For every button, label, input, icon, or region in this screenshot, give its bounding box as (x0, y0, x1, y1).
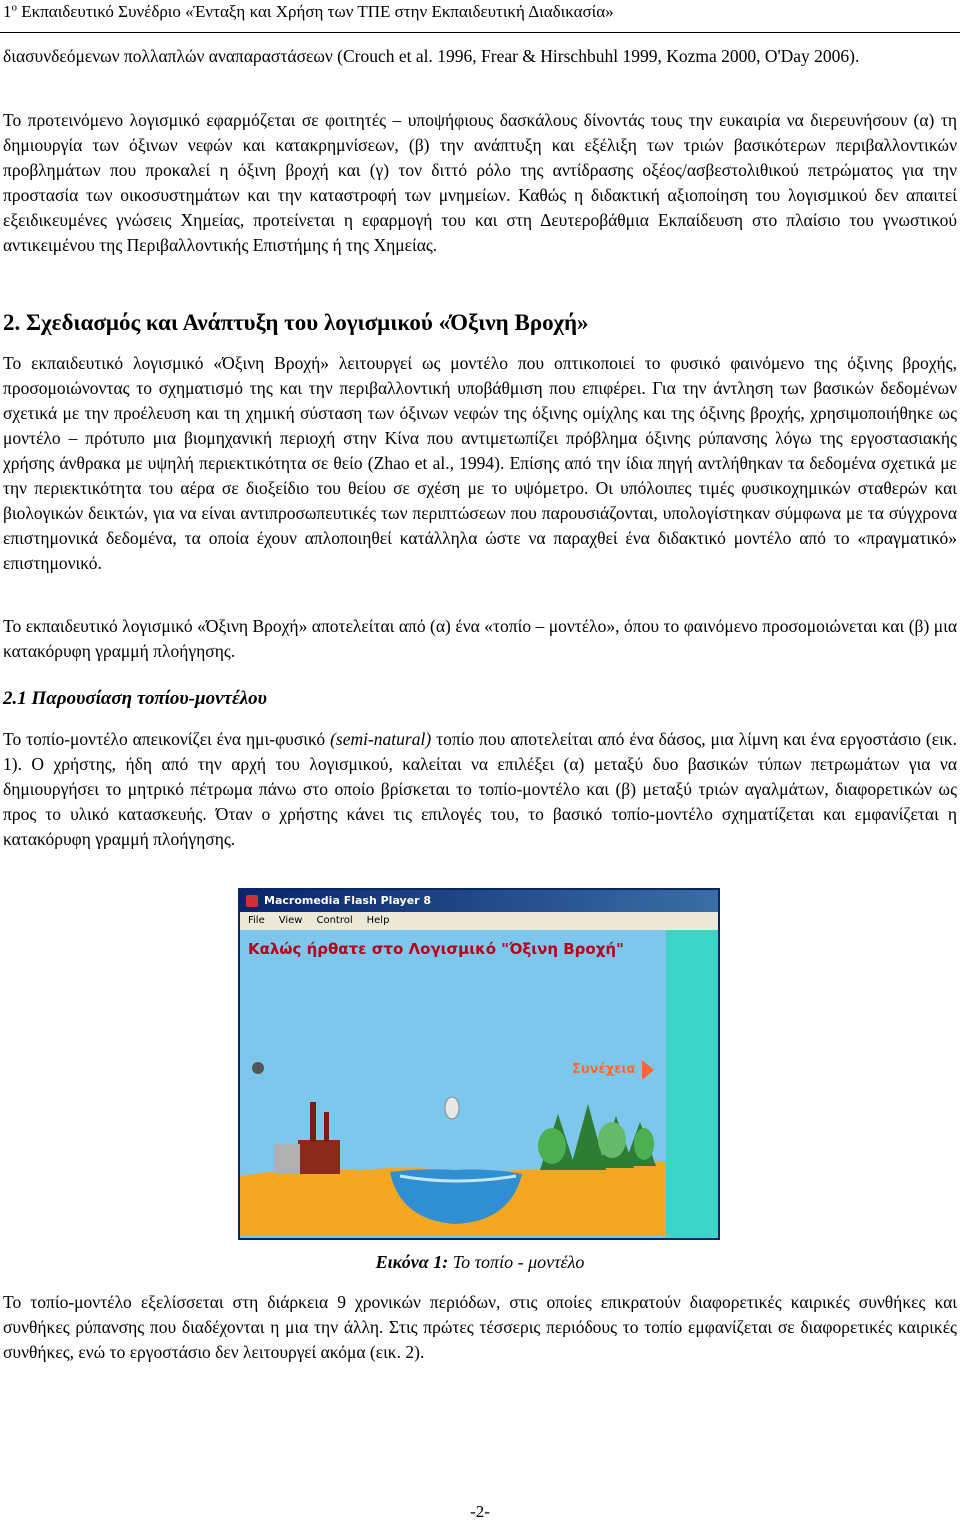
factory-chimney (310, 1102, 316, 1142)
figure-welcome-text: Καλώς ήρθατε στο Λογισμικό "Όξινη Βροχή" (248, 940, 624, 958)
paragraph-5 (3, 727, 957, 852)
figure-stage (240, 930, 718, 1238)
factory-chimney-2 (324, 1112, 329, 1142)
smoke-puff (252, 1062, 264, 1074)
figure-menu-help: Help (366, 915, 390, 926)
figure-menu-control: Control (316, 915, 353, 926)
paragraph-1: διασυνδεόμενων πολλαπλών αναπαραστάσεων (Crouch et al. 1996, Frear & Hirschbuhl 1999, Kozma 2000, O'Day 2006). (3, 46, 860, 66)
header-rule (0, 32, 960, 33)
factory-building (298, 1140, 340, 1174)
figure-menubar (240, 912, 718, 930)
figure-menu-view: View (278, 915, 303, 926)
forest (538, 1104, 656, 1170)
header-ordinal-sup: ο (11, 1, 17, 14)
figure-continue-label: Συνέχεια (572, 1062, 636, 1077)
paragraph-3: Το εκπαιδευτικό λογισμικό «Όξινη Βροχή» λειτουργεί ως μοντέλο που οπτικοποιεί το φυσικό φαινόμενο της όξινης βροχής, προσομοιώνοντας το σχηματισμό της και την περιβαλλοντική υποβάθμιση που επιφέρει. Για την άντληση των βασικών δεδομένων σχετικά με την προέλευση και τη χημική σύσταση των όξινων νεφών της όξινης ομίχλης και της όξινης βροχής, χρησιμοποιήθηκε ως μοντέλο – πρότυπο μια βιομηχανική περιοχή στην Κίνα που αντιμετωπίζει πρόβλημα όξινης ρύπανσης λόγω της εργοστασιακής χρήσης άνθρακα με υψηλή περιεκτικότητα σε θείο (Zhao et al., 1994). Επίσης από την ίδια πηγή αντλήθηκαν τα δεδομένα σχετικά με την περιεκτικότητα του αέρα σε διοξείδιο του θείου σε σχέση με το υψόμετρο. Οι υπόλοιπες τιμές φυσικοχημικών σταθερών και βιολογικών δεικτών, για να είναι αντιπροσωπευτικές των περιπτώσεων που παρουσιάζονται, υπολογίστηκαν σύμφωνα με τα σύγχρονα επιστημονικά δεδομένα, τα οποία έχουν απλοποιηθεί κατάλληλα ώστε να παραχθεί ένα διδακτικό μοντέλο από το «πραγματικό» επιστημονικό. (3, 353, 957, 573)
paragraph-6: Το τοπίο-μοντέλο εξελίσσεται στη διάρκεια 9 χρονικών περιόδων, στις οποίες επικρατούν διαφορετικές καιρικές συνθήκες και συνθήκες ρύπανσης που διαδέχονται η μια την άλλη. Στις πρώτες τέσσερις περιόδους το τοπίο εμφανίζεται σε διαφορετικές καιρικές συνθήκες, ενώ το εργοστάσιο δεν λειτουργεί ακόμα (εικ. 2). (3, 1292, 957, 1362)
paragraph-5-emphasis: (semi-natural) (330, 729, 432, 749)
continue-arrow-icon (642, 1060, 654, 1080)
paragraph-4: Το εκπαιδευτικό λογισμικό «Όξινη Βροχή» αποτελείται από (α) ένα «τοπίο – μοντέλο», όπου το φαινόμενο προσομοιώνεται και (β) μια κατακόρυφη γραμμή πλοήγησης. (3, 616, 957, 661)
header-title: Εκπαιδευτικό Συνέδριο «Ένταξη και Χρήση των ΤΠΕ στην Εκπαιδευτική Διαδικασία» (17, 2, 614, 21)
factory-tank (274, 1144, 300, 1174)
figure-menu-file: File (248, 915, 265, 926)
figure-landscape (240, 930, 666, 1236)
running-header (3, 2, 614, 22)
figure-window-title: Macromedia Flash Player 8 (264, 894, 432, 907)
navigation-strip (666, 930, 718, 1238)
figure-1-caption (0, 1252, 960, 1273)
caption-text: Το τοπίο - μοντέλο (448, 1252, 585, 1272)
balloon (445, 1097, 459, 1119)
section-2-1-heading: 2.1 Παρουσίαση τοπίου-μοντέλου (3, 688, 267, 709)
section-2-heading: 2. Σχεδιασμός και Ανάπτυξη του λογισμικού «Όξινη Βροχή» (3, 310, 589, 335)
paragraph-2: Το προτεινόμενο λογισμικό εφαρμόζεται σε φοιτητές – υποψήφιους δασκάλους δίνοντάς τους την ευκαιρία να διερευνήσουν (α) τη δημιουργία των όξινων νεφών και κατακρημνίσεων, (β) την ανάπτυξη και εξέλιξη των τριών βασικότερων περιβαλλοντικών προβλημάτων που προκαλεί η όξινη βροχή και (γ) τον διττό ρόλο της αντίδρασης οξέος/ασβεστολιθικού πετρώματος για την προστασία των οικοσυστημάτων και την καταστροφή των μνημείων. Καθώς η διδακτική αξιοποίηση του λογισμικού δεν απαιτεί εξειδικευμένες γνώσεις Χημείας, προτείνεται η εφαρμογή του και στη Δευτεροβάθμια Εκπαίδευση στο πλαίσιο του γνωστικού αντικειμένου της Περιβαλλοντικής Επιστήμης ή της Χημείας. (3, 110, 957, 255)
figure-window-titlebar (240, 890, 718, 912)
flash-app-icon (246, 895, 258, 907)
paragraph-5-part-a: Το τοπίο-μοντέλο απεικονίζει ένα ημι-φυσικό (3, 729, 331, 749)
figure-1-screenshot (238, 888, 720, 1240)
caption-label: Εικόνα 1: (375, 1252, 449, 1272)
header-ordinal: 1 (3, 2, 12, 21)
paragraph-5-part-b: τοπίο που αποτελείται από ένα δάσος, μια λίμνη και ένα εργοστάσιο (εικ. 1). Ο χρήστης, ήδη από την αρχή του λογισμικού, καλείται να επιλέξει (α) μεταξύ δυο βασικών τύπων πετρωμάτων για να δημιουργήσει το μητρικό πέτρωμα πάνω στο οποίο βρίσκεται το τοπίο-μοντέλο και (β) μεταξύ τριών αγαλμάτων, διαφορετικών ως προς το υλικό κατασκευής. Όταν ο χρήστης κάνει τις επιλογές του, το βασικό τοπίο-μοντέλο σχηματίζεται και εμφανίζεται η κατακόρυφη γραμμή πλοήγησης. (3, 729, 957, 849)
page-number: -2- (470, 1502, 490, 1521)
